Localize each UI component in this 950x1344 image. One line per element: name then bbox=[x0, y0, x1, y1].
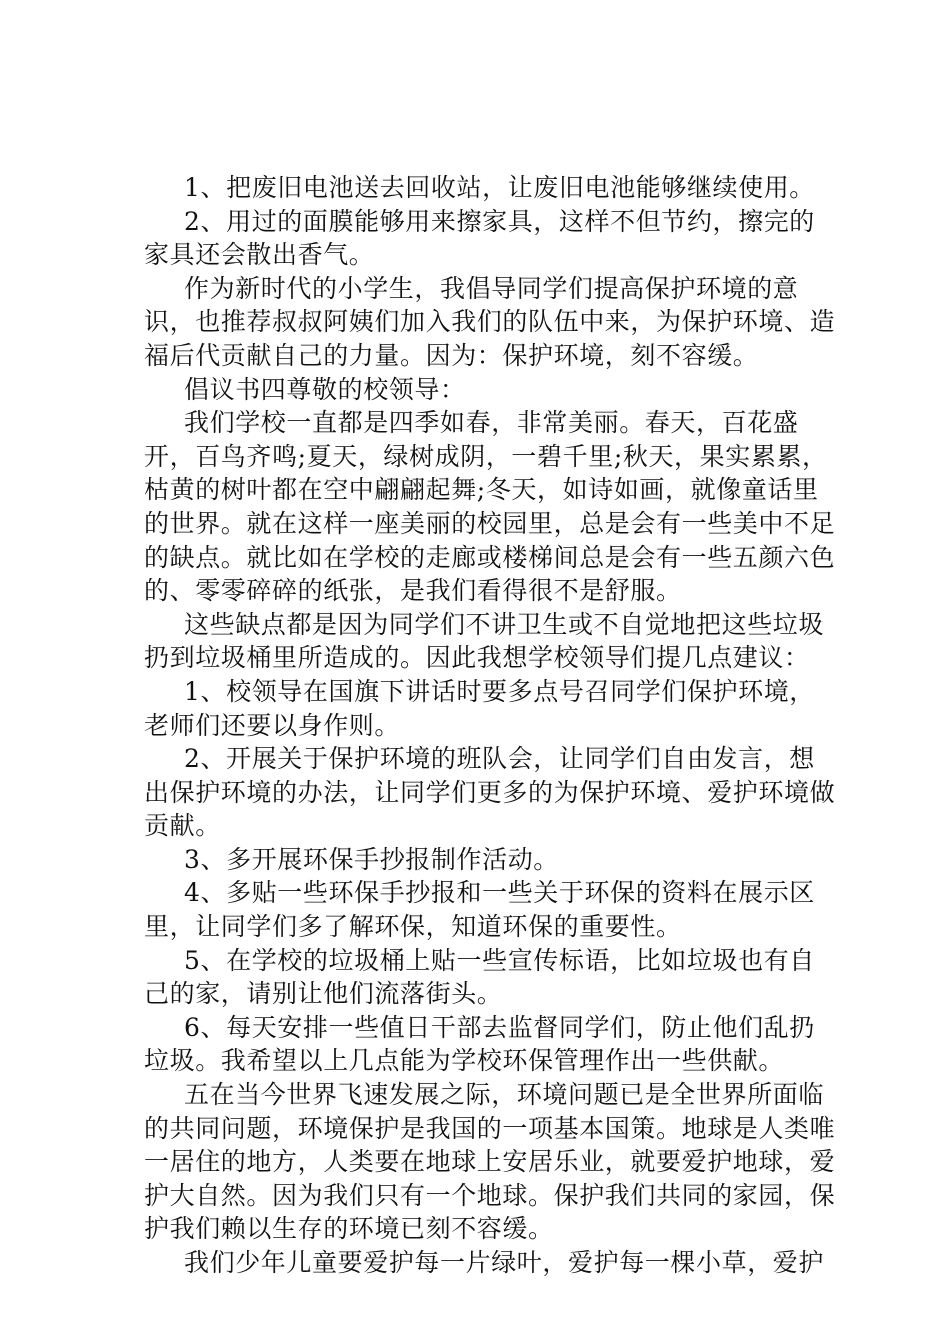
paragraph: 我们少年儿童要爱护每一片绿叶，爱护每一棵小草，爱护 bbox=[184, 1248, 825, 1277]
paragraph: 倡议书四尊敬的校领导： bbox=[184, 374, 466, 404]
paragraph: 2、开展关于保护环境的班队会，让同学们自由发言，想出保护环境的办法，让同学们更多的为保护环境、爱护环境做贡献。 bbox=[144, 744, 836, 841]
document-body bbox=[144, 171, 836, 1280]
paragraph: 我们学校一直都是四季如春，非常美丽。春天，百花盛开，百鸟齐鸣;夏天，绿树成阴，一碧千里;秋天，果实累累，枯黄的树叶都在空中翩翩起舞;冬天，如诗如画，就像童话里的世界。就在这样一座美丽的校园里，总是会有一些美中不足的缺点。就比如在学校的走廊或楼梯间总是会有一些五颜六色的、零零碎碎的纸张，是我们看得很不是舒服。 bbox=[144, 408, 836, 606]
paragraph: 五在当今世界飞速发展之际，环境问题已是全世界所面临的共同问题，环境保护是我国的一项基本国策。地球是人类唯一居住的地方，人类要在地球上安居乐业，就要爱护地球，爱护大自然。因为我们只有一个地球。保护我们共同的家园，保护我们赖以生存的环境已刻不容缓。 bbox=[144, 1080, 836, 1244]
paragraph: 5、在学校的垃圾桶上贴一些宣传标语，比如垃圾也有自己的家，请别让他们流落街头。 bbox=[144, 945, 815, 1009]
paragraph: 作为新时代的小学生，我倡导同学们提高保护环境的意识，也推荐叔叔阿姨们加入我们的队伍中来，为保护环境、造福后代贡献自己的力量。因为：保护环境，刻不容缓。 bbox=[144, 273, 836, 370]
paragraph: 1、校领导在国旗下讲话时要多点号召同学们保护环境，老师们还要以身作则。 bbox=[144, 676, 815, 740]
paragraph: 这些缺点都是因为同学们不讲卫生或不自觉地把这些垃圾扔到垃圾桶里所造成的。因此我想学校领导们提几点建议： bbox=[144, 609, 825, 673]
paragraph: 2、用过的面膜能够用来擦家具，这样不但节约，擦完的家具还会散出香气。 bbox=[144, 206, 815, 270]
paragraph: 3、多开展环保手抄报制作活动。 bbox=[184, 844, 559, 874]
paragraph: 1、把废旧电池送去回收站，让废旧电池能够继续使用。 bbox=[184, 173, 815, 202]
paragraph: 6、每天安排一些值日干部去监督同学们，防止他们乱扔垃圾。我希望以上几点能为学校环保管理作出一些供献。 bbox=[144, 1012, 815, 1076]
paragraph: 4、多贴一些环保手抄报和一些关于环保的资料在展示区里，让同学们多了解环保，知道环保的重要性。 bbox=[144, 878, 815, 942]
